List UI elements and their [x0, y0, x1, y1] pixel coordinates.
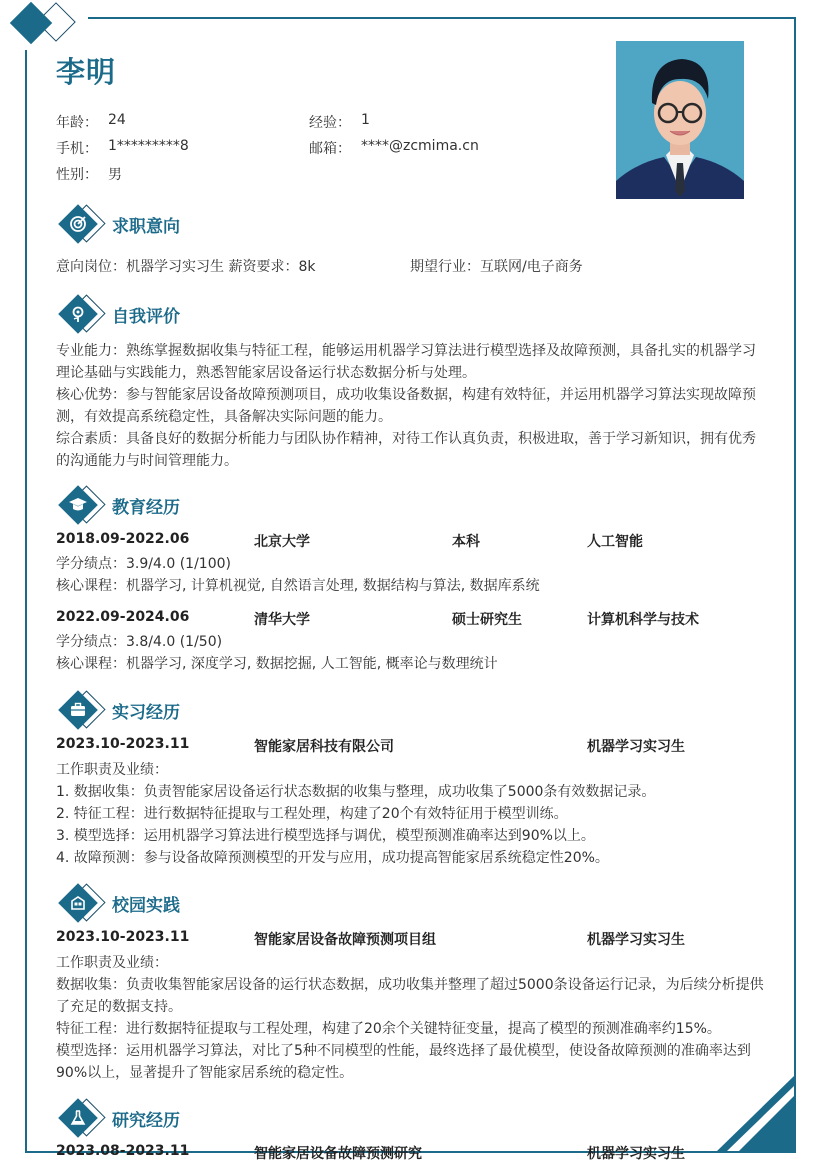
section-header-research — [60, 1098, 180, 1138]
experience-value: 1 — [361, 112, 370, 128]
research-period: 2023.08-2023.11 — [56, 1143, 190, 1159]
duty-item: 特征工程：进行数据特征提取与工程处理，构建了20余个关键特征变量，提高了模型的预测准确率约15%。 — [56, 1021, 721, 1037]
email-label: 邮箱： — [309, 141, 351, 157]
campus-org: 智能家居设备故障预测项目组 — [254, 932, 436, 948]
section-title: 研究经历 — [112, 1110, 180, 1131]
corner-diamond-filled-icon — [10, 2, 52, 44]
internship-company: 智能家居科技有限公司 — [254, 739, 394, 755]
education-row — [56, 531, 768, 553]
target-icon — [68, 214, 88, 234]
candidate-name: 李明 — [56, 55, 117, 89]
education-major: 计算机科学与技术 — [587, 612, 699, 628]
research-project: 智能家居设备故障预测研究 — [254, 1146, 422, 1160]
education-gpa: 学分绩点：3.8/4.0 (1/50) — [56, 634, 223, 650]
building-icon — [68, 893, 88, 913]
section-header-internship — [60, 690, 180, 730]
frame-left-border — [25, 50, 27, 1153]
portrait-photo — [616, 41, 744, 199]
age-label: 年龄： — [56, 115, 98, 131]
frame-right-border — [794, 17, 796, 1153]
education-period: 2022.09-2024.06 — [56, 609, 190, 625]
education-degree: 本科 — [452, 534, 480, 550]
duty-item: 4. 故障预测：参与设备故障预测模型的开发与应用，成功提高智能家居系统稳定性20%。 — [56, 850, 609, 866]
internship-period: 2023.10-2023.11 — [56, 736, 190, 752]
section-icon-diamond — [60, 690, 108, 730]
section-title: 求职意向 — [112, 216, 180, 237]
duties-label: 工作职责及业绩： — [56, 762, 168, 778]
education-gpa: 学分绩点：3.9/4.0 (1/100) — [56, 556, 231, 572]
education-courses: 核心课程：机器学习, 计算机视觉, 自然语言处理, 数据结构与算法, 数据库系统 — [56, 578, 540, 594]
experience-label: 经验： — [309, 115, 351, 131]
section-icon-diamond — [60, 485, 108, 525]
section-title: 校园实践 — [112, 895, 180, 916]
info-experience — [309, 112, 370, 132]
info-email — [309, 138, 479, 158]
intent-position-salary: 意向岗位：机器学习实习生 薪资要求：8k — [56, 259, 316, 275]
campus-role: 机器学习实习生 — [587, 932, 685, 948]
graduation-cap-icon — [68, 495, 88, 515]
research-row — [56, 1143, 768, 1160]
briefcase-icon — [68, 700, 88, 720]
education-major: 人工智能 — [587, 534, 643, 550]
education-row — [56, 609, 768, 631]
phone-value: 1*********8 — [108, 138, 189, 154]
info-gender — [56, 164, 122, 184]
section-icon-diamond — [60, 1098, 108, 1138]
corner-triangle-decoration — [716, 1074, 796, 1152]
internship-role: 机器学习实习生 — [587, 739, 685, 755]
section-header-self-eval — [60, 294, 180, 334]
duty-item: 模型选择：运用机器学习算法，对比了5种不同模型的性能，最终选择了最优模型，使设备故障预测的准确率达到90%以上，显著提升了智能家居系统的稳定性。 — [56, 1043, 751, 1081]
section-title: 实习经历 — [112, 702, 180, 723]
section-icon-diamond — [60, 294, 108, 334]
internship-duties — [56, 759, 768, 869]
email-value: ****@zcmima.cn — [361, 138, 479, 154]
section-title: 教育经历 — [112, 497, 180, 518]
education-school: 清华大学 — [254, 612, 310, 628]
campus-period: 2023.10-2023.11 — [56, 929, 190, 945]
info-age — [56, 112, 126, 132]
duty-item: 3. 模型选择：运用机器学习算法进行模型选择与调优，模型预测准确率达到90%以上。 — [56, 828, 595, 844]
education-courses: 核心课程：机器学习, 深度学习, 数据挖掘, 人工智能, 概率论与数理统计 — [56, 656, 498, 672]
age-value: 24 — [108, 112, 126, 128]
frame-top-border — [88, 17, 796, 19]
education-details — [56, 631, 768, 675]
intent-industry: 期望行业：互联网/电子商务 — [410, 259, 583, 275]
research-role: 机器学习实习生 — [587, 1146, 685, 1160]
intent-row — [56, 256, 768, 278]
campus-duties — [56, 952, 768, 1084]
gender-value: 男 — [108, 167, 122, 183]
campus-row — [56, 929, 768, 951]
section-header-campus — [60, 883, 180, 923]
self-eval-paragraph: 专业能力：熟练掌握数据收集与特征工程，能够运用机器学习算法进行模型选择及故障预测，具备扎实的机器学习理论基础与实践能力，熟悉智能家居设备运行状态数据分析与处理。 — [56, 343, 756, 381]
duties-label: 工作职责及业绩： — [56, 955, 168, 971]
self-eval-text — [56, 340, 768, 472]
section-icon-diamond — [60, 204, 108, 244]
education-degree: 硕士研究生 — [452, 612, 522, 628]
education-details — [56, 553, 768, 597]
education-school: 北京大学 — [254, 534, 310, 550]
self-eval-paragraph: 核心优势：参与智能家居设备故障预测项目，成功收集设备数据，构建有效特征，并运用机器学习算法实现故障预测，有效提高系统稳定性，具备解决实际问题的能力。 — [56, 387, 756, 425]
duty-item: 2. 特征工程：进行数据特征提取与工程处理，构建了20个有效特征用于模型训练。 — [56, 806, 568, 822]
internship-row — [56, 736, 768, 758]
info-phone — [56, 138, 189, 158]
section-icon-diamond — [60, 883, 108, 923]
flower-icon — [68, 304, 88, 324]
gender-label: 性别： — [56, 167, 98, 183]
self-eval-paragraph: 综合素质：具备良好的数据分析能力与团队协作精神，对待工作认真负责，积极进取，善于学习新知识，拥有优秀的沟通能力与时间管理能力。 — [56, 431, 756, 469]
education-period: 2018.09-2022.06 — [56, 531, 190, 547]
phone-label: 手机： — [56, 141, 98, 157]
duty-item: 1. 数据收集：负责智能家居设备运行状态数据的收集与整理，成功收集了5000条有效数据记录。 — [56, 784, 656, 800]
duty-item: 数据收集：负责收集智能家居设备的运行状态数据，成功收集并整理了超过5000条设备运行记录，为后续分析提供了充足的数据支持。 — [56, 977, 764, 1015]
section-header-intent — [60, 204, 180, 244]
section-header-education — [60, 485, 180, 525]
flask-icon — [68, 1108, 88, 1128]
section-title: 自我评价 — [112, 306, 180, 327]
